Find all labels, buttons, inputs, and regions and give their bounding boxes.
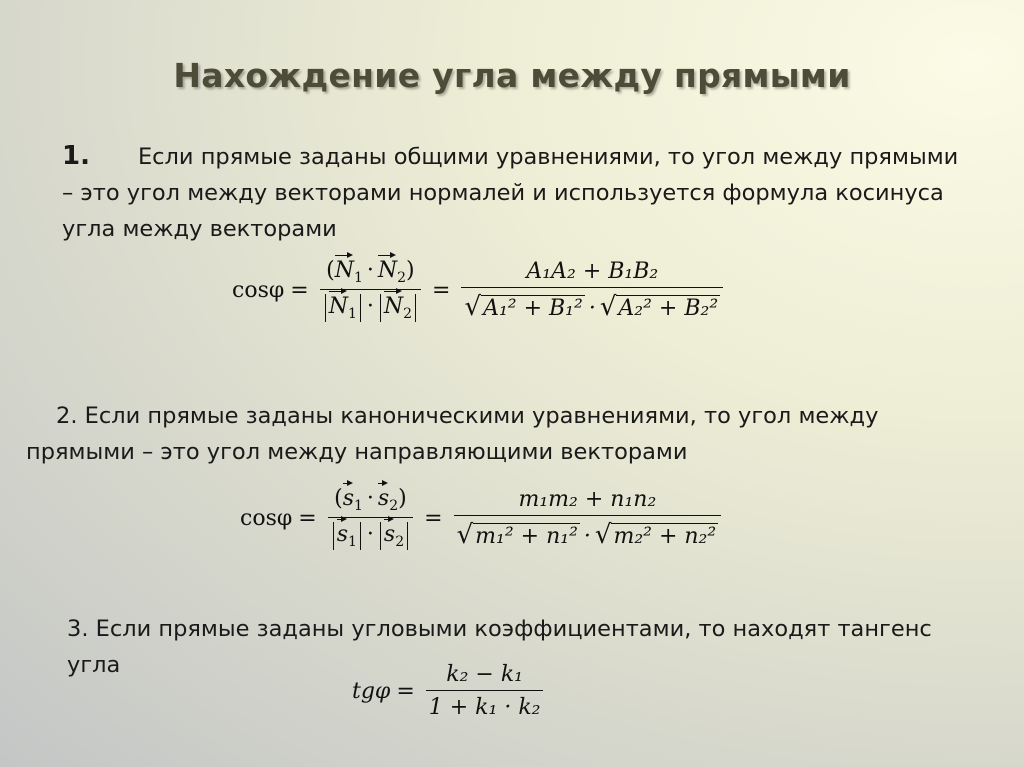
formula-cos-directions: cosφ = $\frac{(s_1 \cdot s_2)}{s_1 \cdot s_2}$ = $\frac{\text{m₁m₂ + n₁n₂}}{\text{√m₁² + n₁² · √m₂² + n₂²}}$ <box>240 486 726 550</box>
page-title: Нахождение угла между прямыми <box>173 56 851 95</box>
fraction-coordinates: $\frac{\text{A₁A₂ + B₁B₂}}{\text{√A₁² + B₁² · √A₂² + B₂²}}$ <box>461 259 723 322</box>
formula-tangent: tgφ = $\frac{\text{k₂ − k₁}}{\text{1 + k₁ · k₂}}$ <box>352 662 548 720</box>
fraction-vectors: $\frac{(s_1 \cdot s_2)}{s_1 \cdot s_2}$ <box>328 486 413 550</box>
item-number: 2. <box>56 403 78 429</box>
item-1 <box>62 138 962 247</box>
formula-lhs: cosφ <box>232 277 285 303</box>
item-text: Если прямые заданы каноническими уравнениями, то угол между прямыми – это угол между направляющими векторами <box>26 403 879 465</box>
item-2 <box>26 398 986 470</box>
fraction-coordinates: $\frac{\text{m₁m₂ + n₁n₂}}{\text{√m₁² + n₁² · √m₂² + n₂²}}$ <box>454 487 722 550</box>
item-number: 1. <box>62 141 90 171</box>
item-text: Если прямые заданы угловыми коэффициентами, то находят тангенс угла <box>67 616 932 678</box>
formula-lhs: tgφ <box>352 678 391 704</box>
fraction-vectors: $\frac{(N_1 \cdot N_2)}{N_1 \cdot N_2}$ <box>320 258 421 322</box>
formula-cos-normals: cosφ = $\frac{(N_1 \cdot N_2)}{N_1 \cdot N_2}$ = $\frac{\text{A₁A₂ + B₁B₂}}{\text{√A₁² + B₁² · √A₂² + B₂²}}$ <box>232 258 728 322</box>
item-number: 3. <box>67 616 89 642</box>
item-text: Если прямые заданы общими уравнениями, то угол между прямыми – это угол между векторами нормалей и используется формула косинуса угла между векторами <box>62 144 959 242</box>
fraction-slopes: $\frac{\text{k₂ − k₁}}{\text{1 + k₁ · k₂}}$ <box>426 662 544 720</box>
formula-lhs: cosφ <box>240 505 293 531</box>
